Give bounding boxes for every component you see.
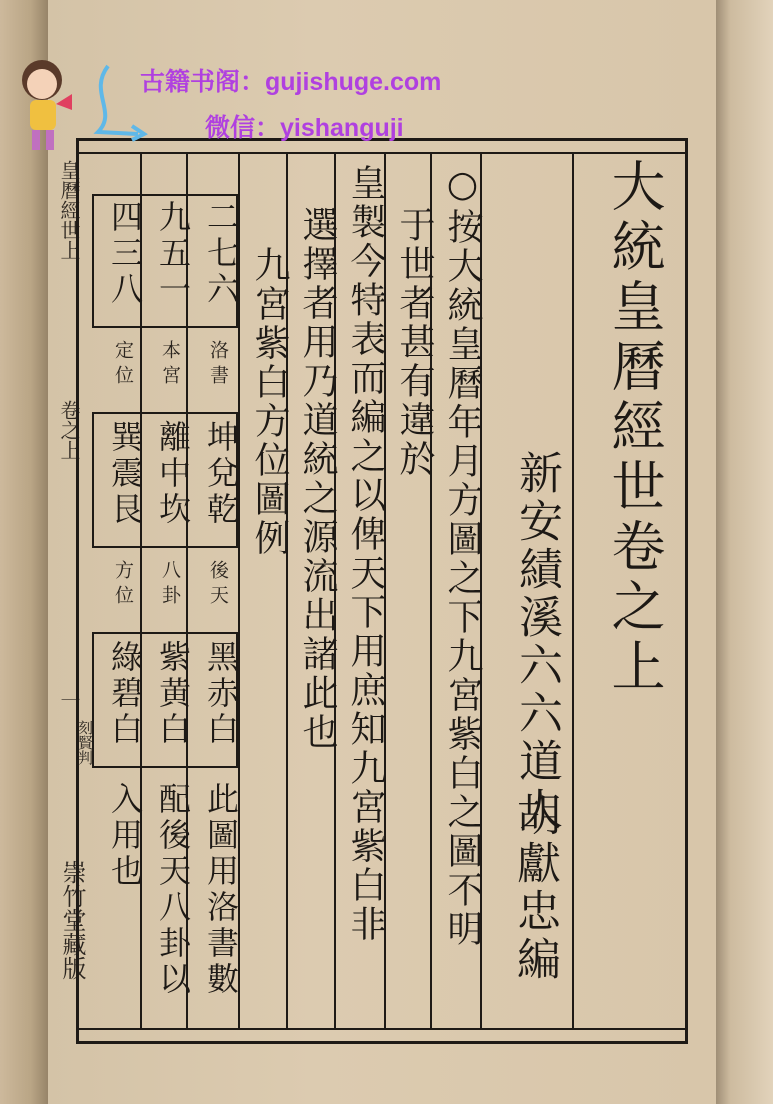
footer-line	[78, 1028, 686, 1030]
body-column-1: ○按大統皇曆年月方圖之下九宮紫白之圖不明	[442, 164, 483, 949]
body-column-3: 皇製今特表而編之以俾天下用庶知九宮紫白非	[345, 164, 386, 944]
body-column-5: 九宮紫白方位圖例	[249, 246, 290, 558]
bagua-col-1: 坤兌乾	[202, 420, 240, 528]
margin-text-bottom2: 刻賢判	[76, 720, 94, 765]
mascot-icon	[12, 54, 76, 154]
header-line	[78, 152, 686, 154]
luoshu-col-3: 四三八	[106, 200, 144, 308]
author-line-1: 新安績溪六六道人	[511, 450, 562, 834]
luoshu-col-1: 二七六	[202, 200, 240, 308]
body-column-2: 于世者甚有違於	[394, 206, 435, 479]
author-line-2: 胡獻忠編	[509, 792, 560, 984]
note-col-2: 配後天八卦以	[154, 782, 192, 998]
luoshu-col-2: 九五一	[154, 200, 192, 308]
adjacent-page-edge	[0, 0, 52, 1104]
body-column-4: 選擇者用乃道統之源流出諸此也	[297, 206, 338, 752]
luoshu-label-3: 定位	[112, 340, 134, 390]
bagua-col-3: 巽震艮	[106, 420, 144, 528]
colors-col-2: 紫黄白	[154, 640, 192, 748]
page-stack-edge	[716, 0, 773, 1104]
bagua-label-2: 八卦	[159, 560, 181, 610]
watermark-wechat: 微信：yishanguji	[205, 114, 404, 142]
margin-text-bottom1: 一	[57, 690, 81, 710]
bagua-label-3: 方位	[112, 560, 134, 610]
note-col-1: 此圖用洛書數	[202, 782, 240, 998]
bagua-label-1: 後天	[207, 560, 229, 610]
colors-col-1: 黑赤白	[202, 640, 240, 748]
note-col-3: 入用也	[106, 782, 144, 890]
margin-text-middle: 卷之上	[57, 400, 81, 460]
margin-text-top: 皇曆經世上	[57, 160, 81, 260]
bagua-col-2: 離中坎	[154, 420, 192, 528]
column-line	[572, 152, 574, 1030]
margin-text-bottom3: 崇竹堂藏版	[58, 860, 86, 980]
colors-col-3: 綠碧白	[106, 640, 144, 748]
luoshu-label-1: 洛書	[207, 340, 229, 390]
luoshu-label-2: 本宮	[159, 340, 181, 390]
watermark-site: 古籍书阁：gujishuge.com	[140, 68, 442, 96]
book-title: 大統皇曆經世卷之上	[603, 158, 666, 698]
